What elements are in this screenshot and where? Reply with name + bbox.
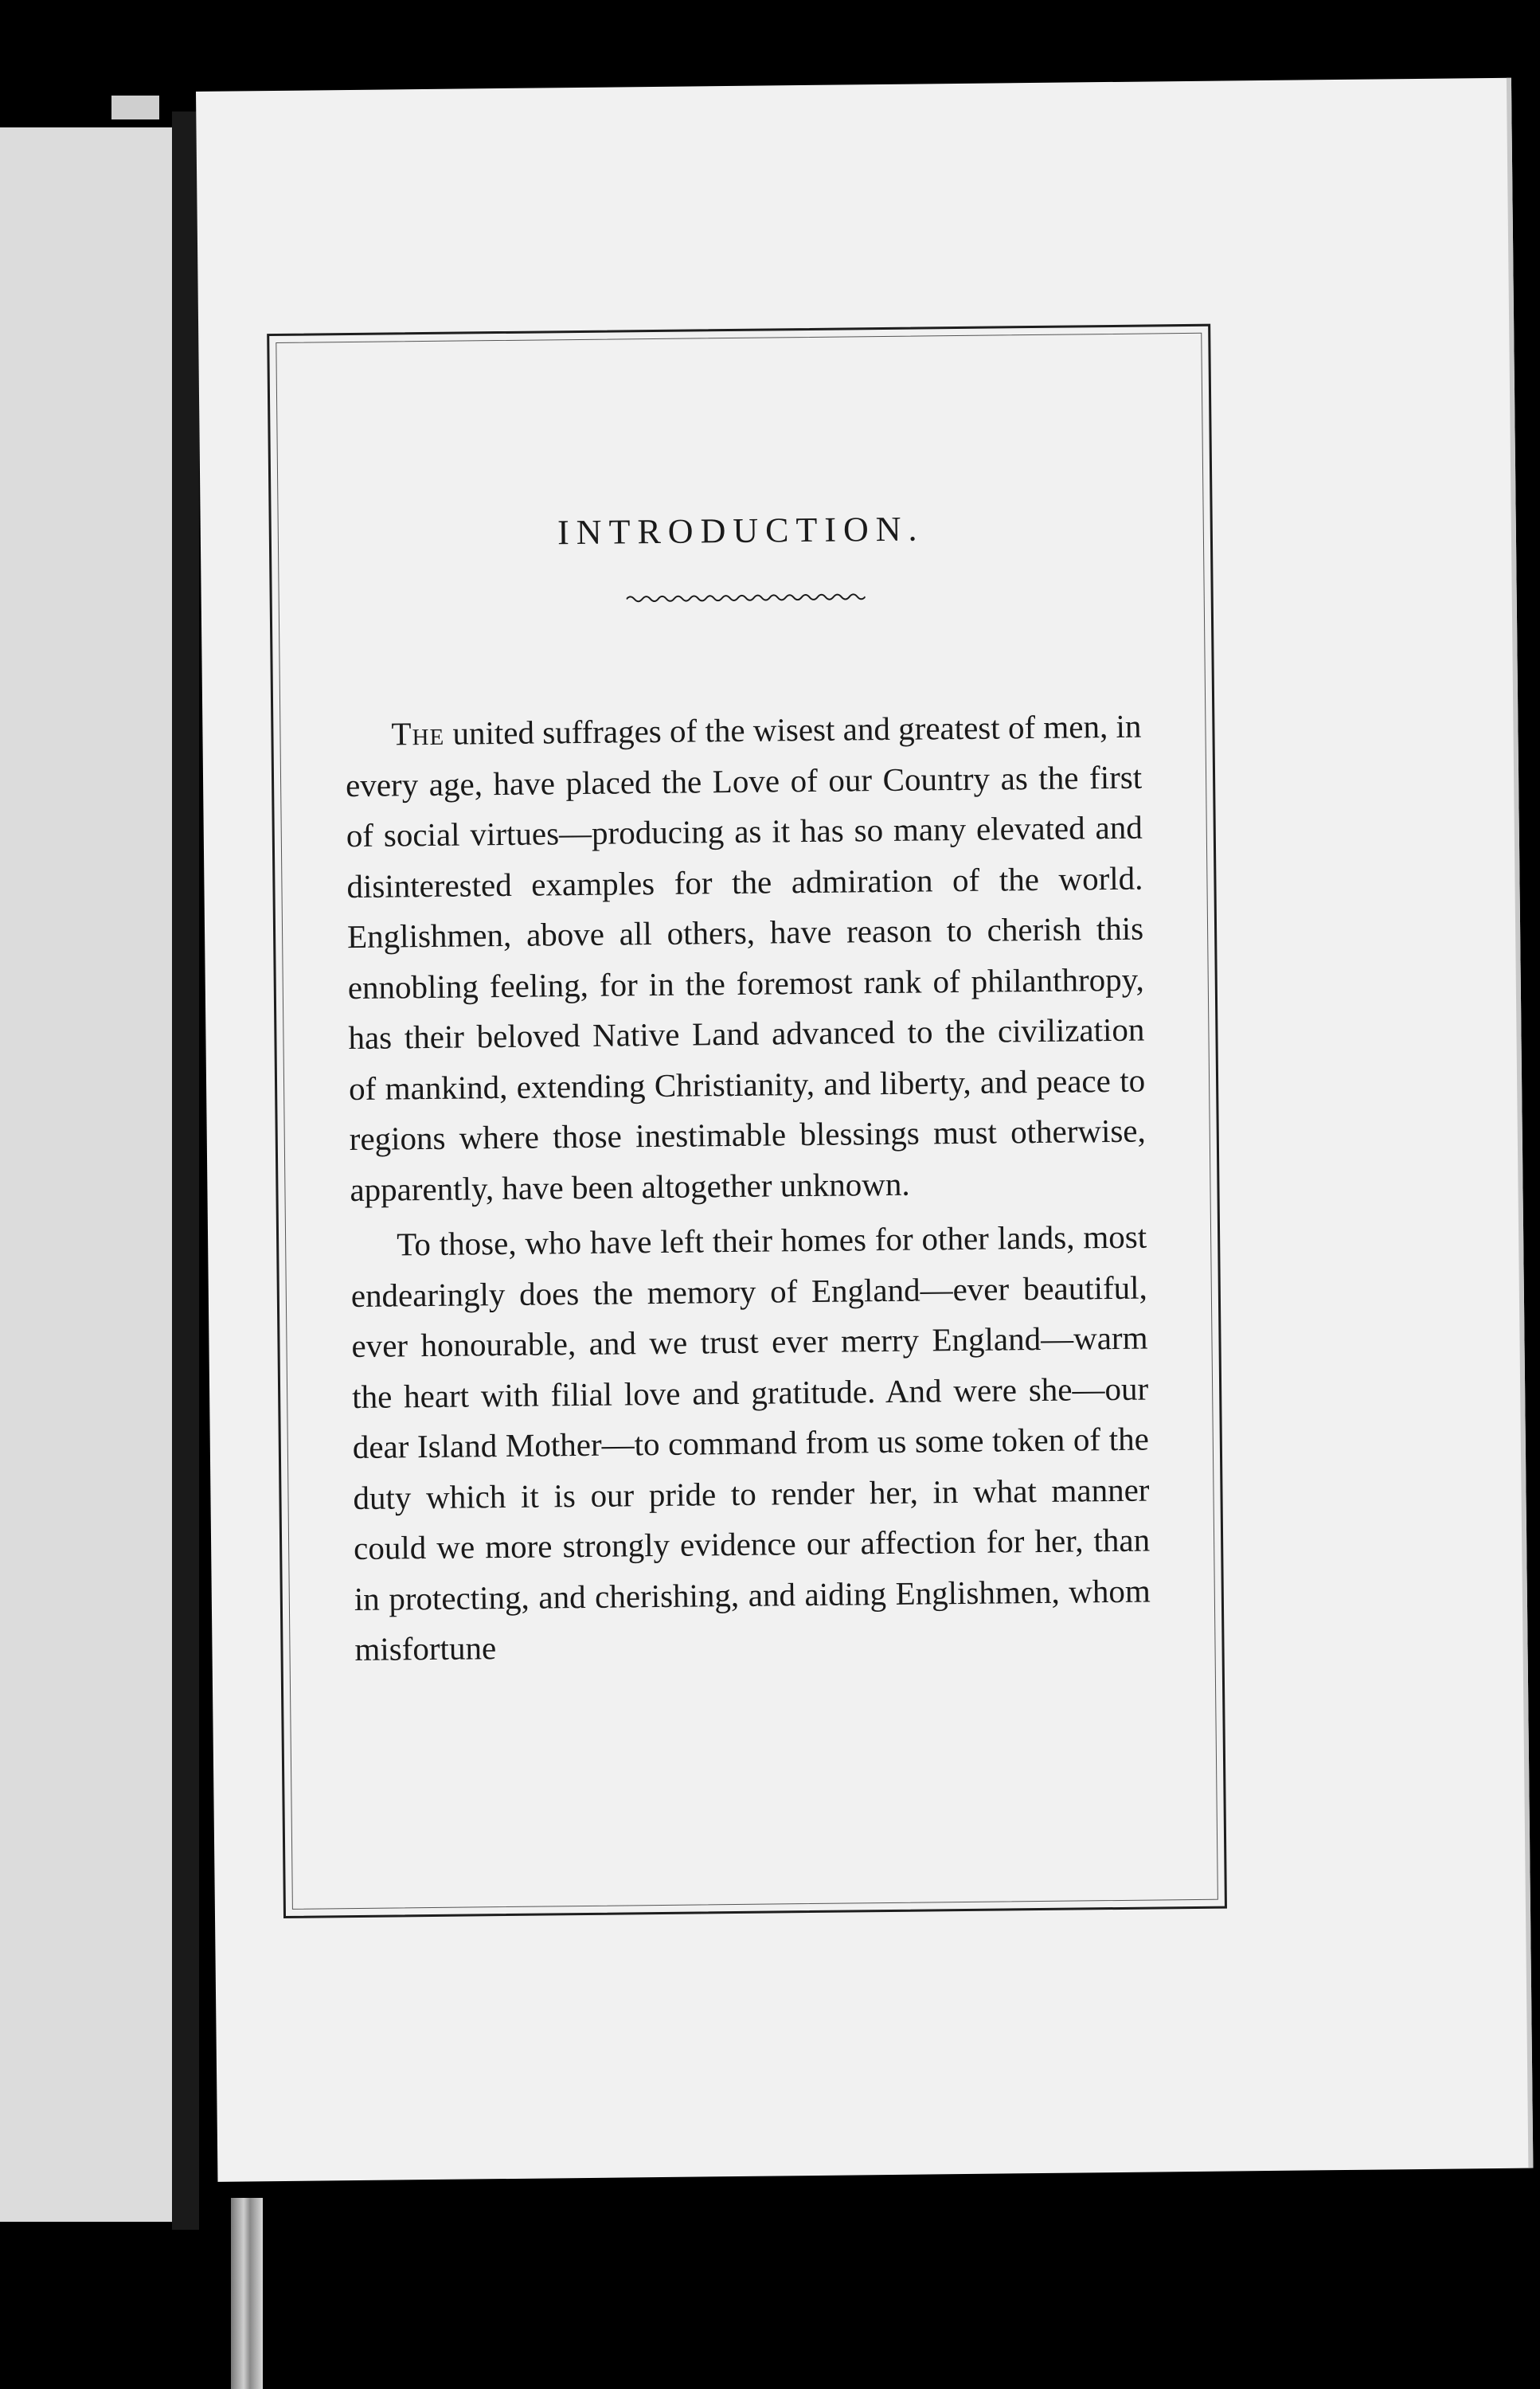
left-facing-page <box>0 127 186 2222</box>
body-text <box>345 702 1151 1675</box>
paragraph-1-lead: The <box>391 714 445 753</box>
paragraph-1-text: united suffrages of the wisest and greatest of men, in every age, have placed the Love of our Country as the first of social virtues—producing as it has so many elevated and disinterested examples for the admiration of the world. Englishmen, above all others, have reason to cherish this ennobling feeling, for in the foremost rank of philanthropy, has their beloved Native Land advanced to the civilization of mankind, extending Christianity, and liberty, and peace to regions where those inestimable blessings must otherwise, apparently, have been altogether unknown. <box>345 707 1146 1208</box>
text-frame <box>267 324 1227 1918</box>
recto-page <box>196 78 1533 2182</box>
book-gutter <box>172 111 199 2230</box>
page-heading: INTRODUCTION. <box>557 509 924 553</box>
paragraph-2-text: To those, who have left their homes for other lands, most endearingly does the memory of England—ever beautiful, ever honourable, and we trust ever merry England—warm the heart with filial love and gratitude. And were she—our dear Island Mother—to command from us some token of the duty which it is our pride to render her, in what manner could we more strongly evidence our affection for her, than in protecting, and cherishing, and aiding Englishmen, whom misfortune <box>350 1218 1151 1668</box>
paragraph-2 <box>350 1212 1151 1675</box>
wavy-rule-ornament-icon <box>627 588 866 607</box>
paragraph-1 <box>345 702 1147 1215</box>
book-tab <box>111 96 159 119</box>
bookmark-ribbon <box>231 2198 263 2389</box>
